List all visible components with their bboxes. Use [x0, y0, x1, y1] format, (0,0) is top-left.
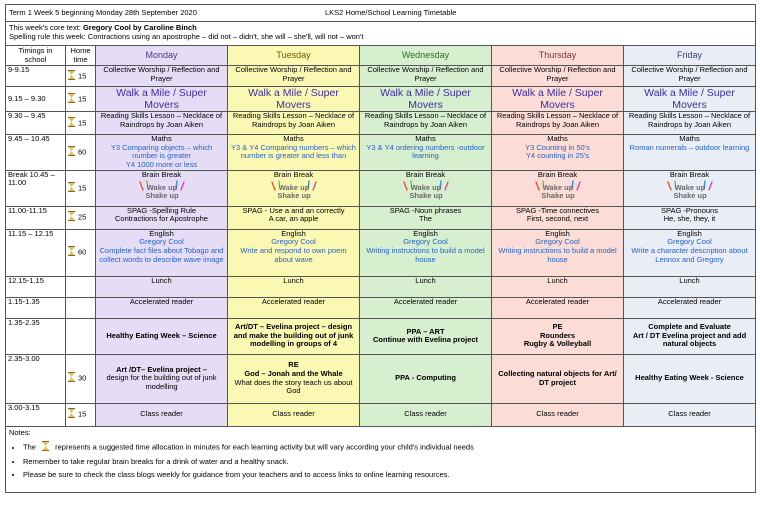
lesson-cell: Reading Skills Lesson – Necklace of Raindrops by Joan Aiken	[492, 112, 624, 135]
svg-text:Wake up: Wake up	[146, 183, 177, 193]
text-title: Gregory Cool	[139, 237, 184, 247]
notes-title: Notes:	[9, 427, 31, 437]
time-cell: 9-9.15	[6, 66, 66, 87]
row-maths	[6, 135, 756, 171]
lesson-text: PE	[552, 322, 563, 332]
lesson-cell-friday	[624, 135, 756, 171]
time-cell: 1.15-1.35	[6, 297, 66, 318]
subject-label: English	[281, 229, 306, 238]
home-time-cell	[66, 135, 96, 171]
hourglass-icon	[68, 211, 75, 224]
lesson-cell: Collective Worship / Reflection and Prayer	[96, 66, 228, 87]
text-title: Gregory Cool	[667, 237, 712, 247]
lesson-cell: Reading Skills Lesson – Necklace of Raindrops by Joan Aiken	[360, 112, 492, 135]
lesson-cell	[624, 170, 756, 206]
day-header-wednesday: Wednesday	[360, 46, 492, 66]
lesson-cell	[492, 229, 624, 276]
timetable	[5, 4, 756, 493]
note-item	[23, 441, 752, 454]
time-cell: 3.00-3.15	[6, 403, 66, 426]
lesson-text: SPAG -Spelling Rule	[126, 206, 197, 215]
wake-up-shake-up-logo	[627, 180, 752, 203]
svg-text:Shake up: Shake up	[276, 191, 311, 201]
lesson-text: design for the building out of junk modelling	[106, 373, 217, 391]
lesson-cell	[228, 229, 360, 276]
lesson-text: SPAG -Pronouns	[661, 206, 718, 215]
title-row	[6, 5, 756, 22]
spelling-rule: Spelling rule this week: Contractions using an apostrophe – did not – didn't, she will – she'll, will not – won't	[9, 31, 364, 41]
home-time-cell	[66, 112, 96, 135]
svg-text:Shake up: Shake up	[408, 191, 443, 201]
lesson-cell: Accelerated reader	[228, 297, 360, 318]
note-item: • Please be sure to check the class blogs weekly for guidance from your teachers and to access links to online learning resources.	[23, 471, 752, 480]
lesson-cell	[624, 229, 756, 276]
lesson-cell	[96, 229, 228, 276]
lesson-text: A car, an apple	[268, 214, 319, 224]
home-minutes: 15	[78, 118, 87, 128]
lesson-cell: Class reader	[492, 403, 624, 426]
svg-text:Shake up: Shake up	[672, 191, 707, 201]
timings-header: Timings in school	[6, 46, 66, 66]
text-title: Gregory Cool	[403, 237, 448, 247]
brain-break-label: Brain Break	[537, 170, 578, 179]
lesson-cell-tuesday	[228, 135, 360, 171]
lesson-cell	[360, 206, 492, 229]
svg-text:Wake up: Wake up	[674, 183, 705, 193]
hourglass-icon	[68, 70, 75, 83]
lesson-cell	[492, 206, 624, 229]
home-minutes: 15	[78, 70, 87, 80]
subject-label: Maths	[415, 134, 436, 144]
home-time-cell	[66, 276, 96, 297]
home-minutes: 15	[78, 183, 87, 193]
lesson-text: Writing instructions to build a model house	[366, 245, 485, 264]
home-minutes: 60	[78, 247, 87, 257]
subject-label: English	[149, 229, 174, 238]
lesson-text: Rugby & Volleyball	[523, 339, 592, 349]
core-text-title: Gregory Cool by Caroline Binch	[82, 23, 197, 32]
lesson-text: He, she, they, it	[663, 214, 716, 224]
lesson-cell: Reading Skills Lesson – Necklace of Raindrops by Joan Aiken	[96, 112, 228, 135]
day-header-friday: Friday	[624, 46, 756, 66]
lesson-cell: Accelerated reader	[96, 297, 228, 318]
wake-up-shake-up-logo	[363, 180, 488, 203]
lesson-text: Y3 & Y4 Comparing numbers – which number is greater and less than	[231, 142, 356, 161]
hourglass-icon	[42, 441, 49, 454]
row-afternoon-2	[6, 354, 756, 403]
time-cell: 11.15 – 12.15	[6, 229, 66, 276]
lesson-text: God – Jonah and the Whale	[244, 369, 343, 378]
timetable-title: LKS2 Home/School Learning Timetable	[325, 7, 457, 17]
lesson-text: RE	[288, 360, 299, 370]
note-text: The	[23, 442, 36, 452]
lesson-cell: Walk a Mile / Super Movers	[492, 87, 624, 112]
lesson-text: Roman numerals – outdoor learning	[629, 142, 750, 152]
lesson-text: Y3 & Y4 ordering numbers -outdoor learning	[366, 142, 485, 161]
lesson-cell: Collecting natural objects for Art/ DT project	[492, 354, 624, 403]
lesson-text: SPAG - Use a and an correctly	[242, 206, 345, 215]
lesson-cell: Lunch	[96, 276, 228, 297]
lesson-cell: Collective Worship / Reflection and Prayer	[492, 66, 624, 87]
row-worship	[6, 66, 756, 87]
subject-label: English	[413, 229, 438, 238]
lesson-text: The	[419, 214, 432, 224]
lesson-text: Write and respond to own poem about wave	[240, 245, 347, 264]
hourglass-icon	[68, 182, 75, 195]
lesson-text: Complete and Evaluate	[648, 322, 731, 332]
subject-label: Maths	[547, 134, 568, 144]
row-english	[6, 229, 756, 276]
lesson-text: What does the story teach us about God	[234, 377, 353, 396]
home-minutes: 15	[78, 409, 87, 419]
lesson-text: Art /DT– Evelina project –	[116, 364, 207, 374]
lesson-cell: Lunch	[624, 276, 756, 297]
lesson-text: Y4 1000 more or less	[125, 160, 198, 169]
timetable-sheet	[5, 4, 755, 493]
home-time-cell	[66, 206, 96, 229]
lesson-cell: Accelerated reader	[624, 297, 756, 318]
hourglass-icon	[68, 372, 75, 385]
lesson-cell: Class reader	[624, 403, 756, 426]
time-cell: 12.15-1.15	[6, 276, 66, 297]
day-header-tuesday: Tuesday	[228, 46, 360, 66]
home-time-cell	[66, 229, 96, 276]
svg-text:Shake up: Shake up	[144, 191, 179, 201]
hourglass-icon	[68, 408, 75, 421]
subject-label: English	[545, 229, 570, 238]
lesson-text: Write a character description about Lennox and Gregory	[631, 245, 748, 264]
row-afternoon-1	[6, 318, 756, 354]
lesson-text: First, second, next	[526, 214, 589, 224]
time-cell: 1.35-2.35	[6, 318, 66, 354]
lesson-cell: Lunch	[360, 276, 492, 297]
svg-text:Wake up: Wake up	[542, 183, 573, 193]
lesson-cell	[360, 170, 492, 206]
text-title: Gregory Cool	[535, 237, 580, 247]
core-text-label: This week's core text:	[9, 23, 83, 32]
lesson-cell	[624, 206, 756, 229]
hourglass-icon	[68, 146, 75, 159]
lesson-cell-thursday	[492, 135, 624, 171]
lesson-text: Contractions for Apostrophe	[115, 214, 208, 224]
subject-label: Maths	[283, 134, 304, 144]
lesson-cell: PPA - Computing	[360, 354, 492, 403]
lesson-cell: Healthy Eating Week – Science	[96, 318, 228, 354]
lesson-text: Y3 Comparing objects – which number is greater	[110, 142, 213, 161]
day-header-monday: Monday	[96, 46, 228, 66]
hourglass-icon	[68, 93, 75, 106]
notes-list	[9, 441, 752, 479]
row-walk	[6, 87, 756, 112]
lesson-cell: Accelerated reader	[360, 297, 492, 318]
lesson-text: Y3 Counting in 50's	[525, 142, 590, 152]
svg-text:Wake up: Wake up	[410, 183, 441, 193]
lesson-cell: Class reader	[360, 403, 492, 426]
home-time-cell	[66, 318, 96, 354]
home-time-header: Home time	[66, 46, 96, 66]
lesson-text: SPAG -Time connectives	[516, 206, 599, 215]
subject-label: Maths	[151, 134, 172, 144]
home-time-cell	[66, 87, 96, 112]
lesson-cell: Collective Worship / Reflection and Prayer	[624, 66, 756, 87]
row-lunch	[6, 276, 756, 297]
row-class-reader	[6, 403, 756, 426]
time-cell: 9.45 – 10.45	[6, 135, 66, 171]
lesson-cell: Healthy Eating Week - Science	[624, 354, 756, 403]
wake-up-shake-up-logo	[231, 180, 356, 203]
day-header-thursday: Thursday	[492, 46, 624, 66]
row-reading	[6, 112, 756, 135]
lesson-text: Art / DT Evelina project and add natural objects	[632, 330, 747, 349]
lesson-text: Complete fact files about Tobago and collect words to describe wave image	[99, 245, 224, 264]
lesson-cell-wednesday	[360, 135, 492, 171]
time-cell: 11.00-11.15	[6, 206, 66, 229]
home-minutes: 60	[78, 147, 87, 157]
lesson-cell: Reading Skills Lesson – Necklace of Raindrops by Joan Aiken	[624, 112, 756, 135]
lesson-cell: Walk a Mile / Super Movers	[624, 87, 756, 112]
lesson-cell	[360, 229, 492, 276]
home-time-cell	[66, 170, 96, 206]
lesson-cell: Reading Skills Lesson – Necklace of Raindrops by Joan Aiken	[228, 112, 360, 135]
lesson-cell	[228, 170, 360, 206]
lesson-cell	[228, 354, 360, 403]
home-minutes: 15	[78, 94, 87, 104]
svg-text:Shake up: Shake up	[540, 191, 575, 201]
home-time-cell	[66, 297, 96, 318]
wake-up-shake-up-logo	[495, 180, 620, 203]
note-text: represents a suggested time allocation in minutes for each learning activity but will vary according your child's individual needs	[55, 442, 474, 452]
row-spag	[6, 206, 756, 229]
lesson-cell	[96, 206, 228, 229]
lesson-cell: Walk a Mile / Super Movers	[228, 87, 360, 112]
hourglass-icon	[68, 246, 75, 259]
lesson-cell: Collective Worship / Reflection and Prayer	[228, 66, 360, 87]
lesson-text: Continue with Evelina project	[372, 335, 478, 345]
text-title: Gregory Cool	[271, 237, 316, 247]
lesson-cell: Lunch	[492, 276, 624, 297]
hourglass-icon	[68, 117, 75, 130]
svg-text:Wake up: Wake up	[278, 183, 309, 193]
subject-label: Maths	[679, 134, 700, 144]
home-time-cell	[66, 354, 96, 403]
note-item: • Remember to take regular brain breaks for a drink of water and a healthy snack.	[23, 458, 752, 467]
time-cell: 9.15 – 9.30	[6, 87, 66, 112]
lesson-cell: Class reader	[228, 403, 360, 426]
lesson-text: PPA – ART	[406, 326, 445, 336]
lesson-cell: Walk a Mile / Super Movers	[96, 87, 228, 112]
lesson-cell	[492, 170, 624, 206]
lesson-cell	[624, 318, 756, 354]
lesson-cell: Art/DT – Evelina project – design and make the building out of junk modelling in groups of 4	[228, 318, 360, 354]
lesson-text: Writing instructions to build a model house	[498, 245, 617, 264]
row-accelerated-reader	[6, 297, 756, 318]
wake-up-shake-up-logo	[99, 180, 224, 203]
brain-break-label: Brain Break	[405, 170, 446, 179]
lesson-cell	[492, 318, 624, 354]
lesson-cell: Walk a Mile / Super Movers	[360, 87, 492, 112]
lesson-text: Y4 counting in 25's	[525, 151, 590, 161]
core-text-row	[6, 22, 756, 46]
lesson-text: Rounders	[539, 330, 575, 340]
time-cell: 2.35-3.00	[6, 354, 66, 403]
lesson-cell-monday	[96, 135, 228, 171]
time-cell: 9.30 – 9.45	[6, 112, 66, 135]
lesson-cell	[96, 354, 228, 403]
term-label: Term 1 Week 5 beginning Monday 28th September 2020	[9, 7, 197, 17]
subject-label: English	[677, 229, 702, 238]
lesson-cell: Lunch	[228, 276, 360, 297]
home-time-cell	[66, 403, 96, 426]
lesson-cell: Collective Worship / Reflection and Prayer	[360, 66, 492, 87]
time-cell: Break 10.45 – 11.00	[6, 170, 66, 206]
notes-section	[6, 426, 756, 492]
lesson-cell	[360, 318, 492, 354]
row-break	[6, 170, 756, 206]
lesson-cell	[228, 206, 360, 229]
lesson-text: SPAG -Noun phrases	[389, 206, 462, 215]
lesson-cell: Accelerated reader	[492, 297, 624, 318]
home-minutes: 30	[78, 373, 87, 383]
home-time-cell	[66, 66, 96, 87]
brain-break-label: Brain Break	[669, 170, 710, 179]
brain-break-label: Brain Break	[273, 170, 314, 179]
lesson-cell: Class reader	[96, 403, 228, 426]
home-minutes: 25	[78, 212, 87, 222]
lesson-cell	[96, 170, 228, 206]
brain-break-label: Brain Break	[141, 170, 182, 179]
